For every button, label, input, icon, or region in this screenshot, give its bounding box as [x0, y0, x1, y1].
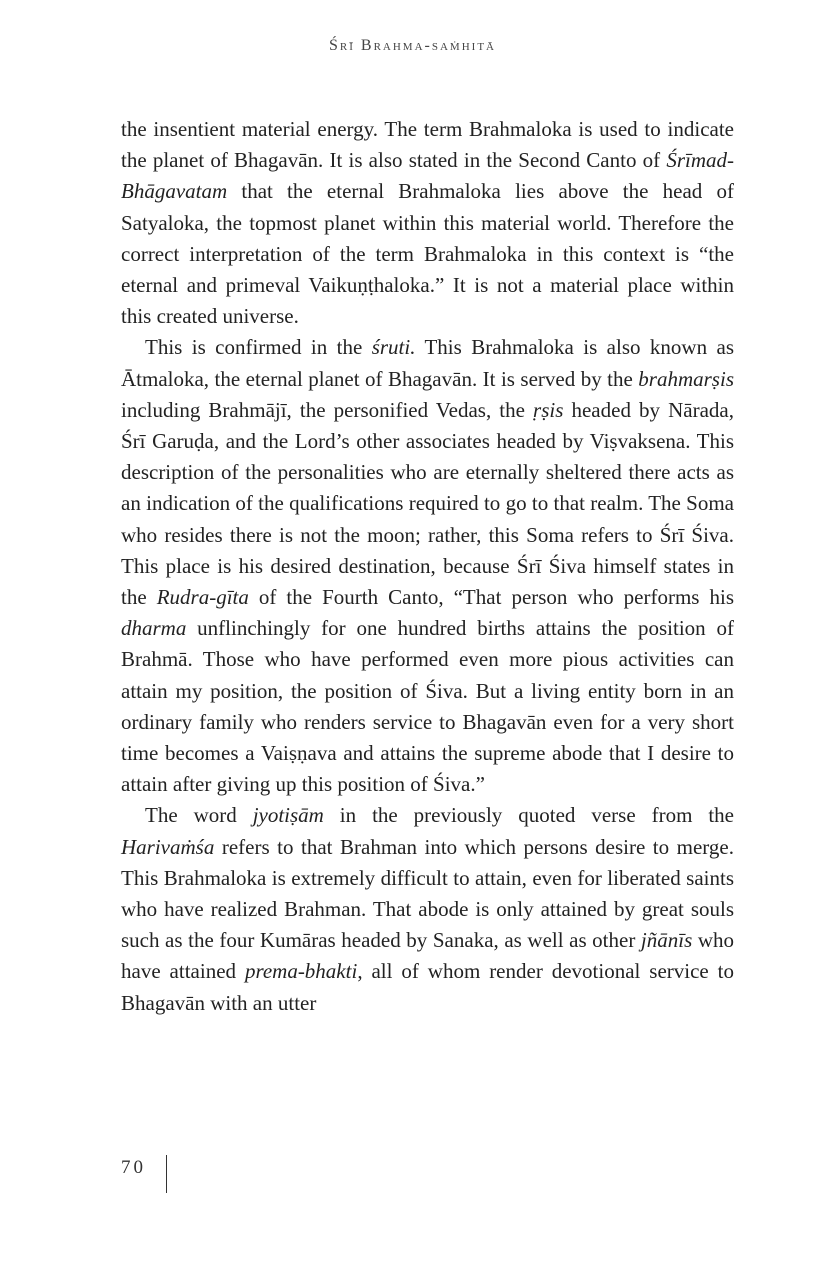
- paragraph-2: [121, 332, 734, 800]
- text-run: unflinchingly for one hundred births attains the position of Brahmā. Those who have performed even more pious activities can attain my position, the position of Śiva. But a living entity born in an ordinary family who renders service to Bhagavān even for a very short time becomes a Vaiṣṇava and attains the supreme abode that I desire to attain after giving up this position of Śiva.”: [121, 616, 734, 797]
- text-run: This Brahmaloka is also known as Ātmaloka, the eternal planet of Bhagavān. It is served by the: [121, 335, 734, 391]
- paragraph-3: [121, 800, 734, 1018]
- running-head: Śrī Brahma-saṁhitā: [329, 37, 496, 54]
- italic-term: brahmarṣis: [638, 366, 734, 391]
- italic-term: śruti.: [371, 335, 416, 360]
- page-number: 70: [121, 1157, 146, 1178]
- italic-title: Rudra-gīta: [156, 585, 249, 610]
- italic-term: ṛṣis: [533, 397, 564, 422]
- italic-term: prema-bhakti: [244, 959, 358, 984]
- italic-title: Harivaṁśa: [121, 834, 215, 859]
- text-run: This is confirmed in the: [145, 335, 372, 360]
- text-run: including Brahmājī, the personified Vedas, the: [121, 397, 534, 422]
- italic-title: Śrīmad-Bhāgavatam: [121, 148, 734, 204]
- italic-term: jyotiṣām: [252, 803, 324, 828]
- page-body: [121, 114, 734, 1019]
- paragraph-1: [121, 114, 734, 332]
- text-run: headed by Nārada, Śrī Garuḍa, and the Lord’s other associates headed by Viṣvaksena. This description of the personalities who are eternally sheltered there acts as an indication of the qualifications required to go to that realm. The Soma who resides there is not the moon; rather, this Soma refers to Śrī Śiva. This place is his desired destination, because Śrī Śiva himself states in the: [121, 397, 734, 610]
- text-run: , all of whom render devotional service to Bhagavān with an utter: [121, 959, 734, 1015]
- italic-term: dharma: [121, 616, 187, 641]
- folio-divider: [166, 1155, 167, 1193]
- text-run: that the eternal Brahmaloka lies above the head of Satyaloka, the topmost planet within this material world. Therefore the correct interpretation of the term Brahmaloka in this context is “the eternal and primeval Vaikuṇṭhaloka.” It is not a material place within this created universe.: [121, 179, 734, 329]
- text-run: refers to that Brahman into which persons desire to merge. This Brahmaloka is extremely difficult to attain, even for liberated saints who have realized Brahman. That abode is only attained by great souls such as the four Kumāras headed by Sanaka, as well as other: [121, 834, 734, 953]
- text-run: The word: [145, 803, 253, 828]
- text-run: in the previously quoted verse from the: [323, 803, 734, 828]
- text-run: who have attained: [121, 928, 734, 984]
- text-run: of the Fourth Canto, “That person who performs his: [248, 585, 735, 610]
- italic-term: jñānīs: [640, 928, 693, 953]
- text-run: the insentient material energy. The term Brahmaloka is used to indicate the planet of Bhagavān. It is also stated in the Second Canto of: [121, 117, 734, 173]
